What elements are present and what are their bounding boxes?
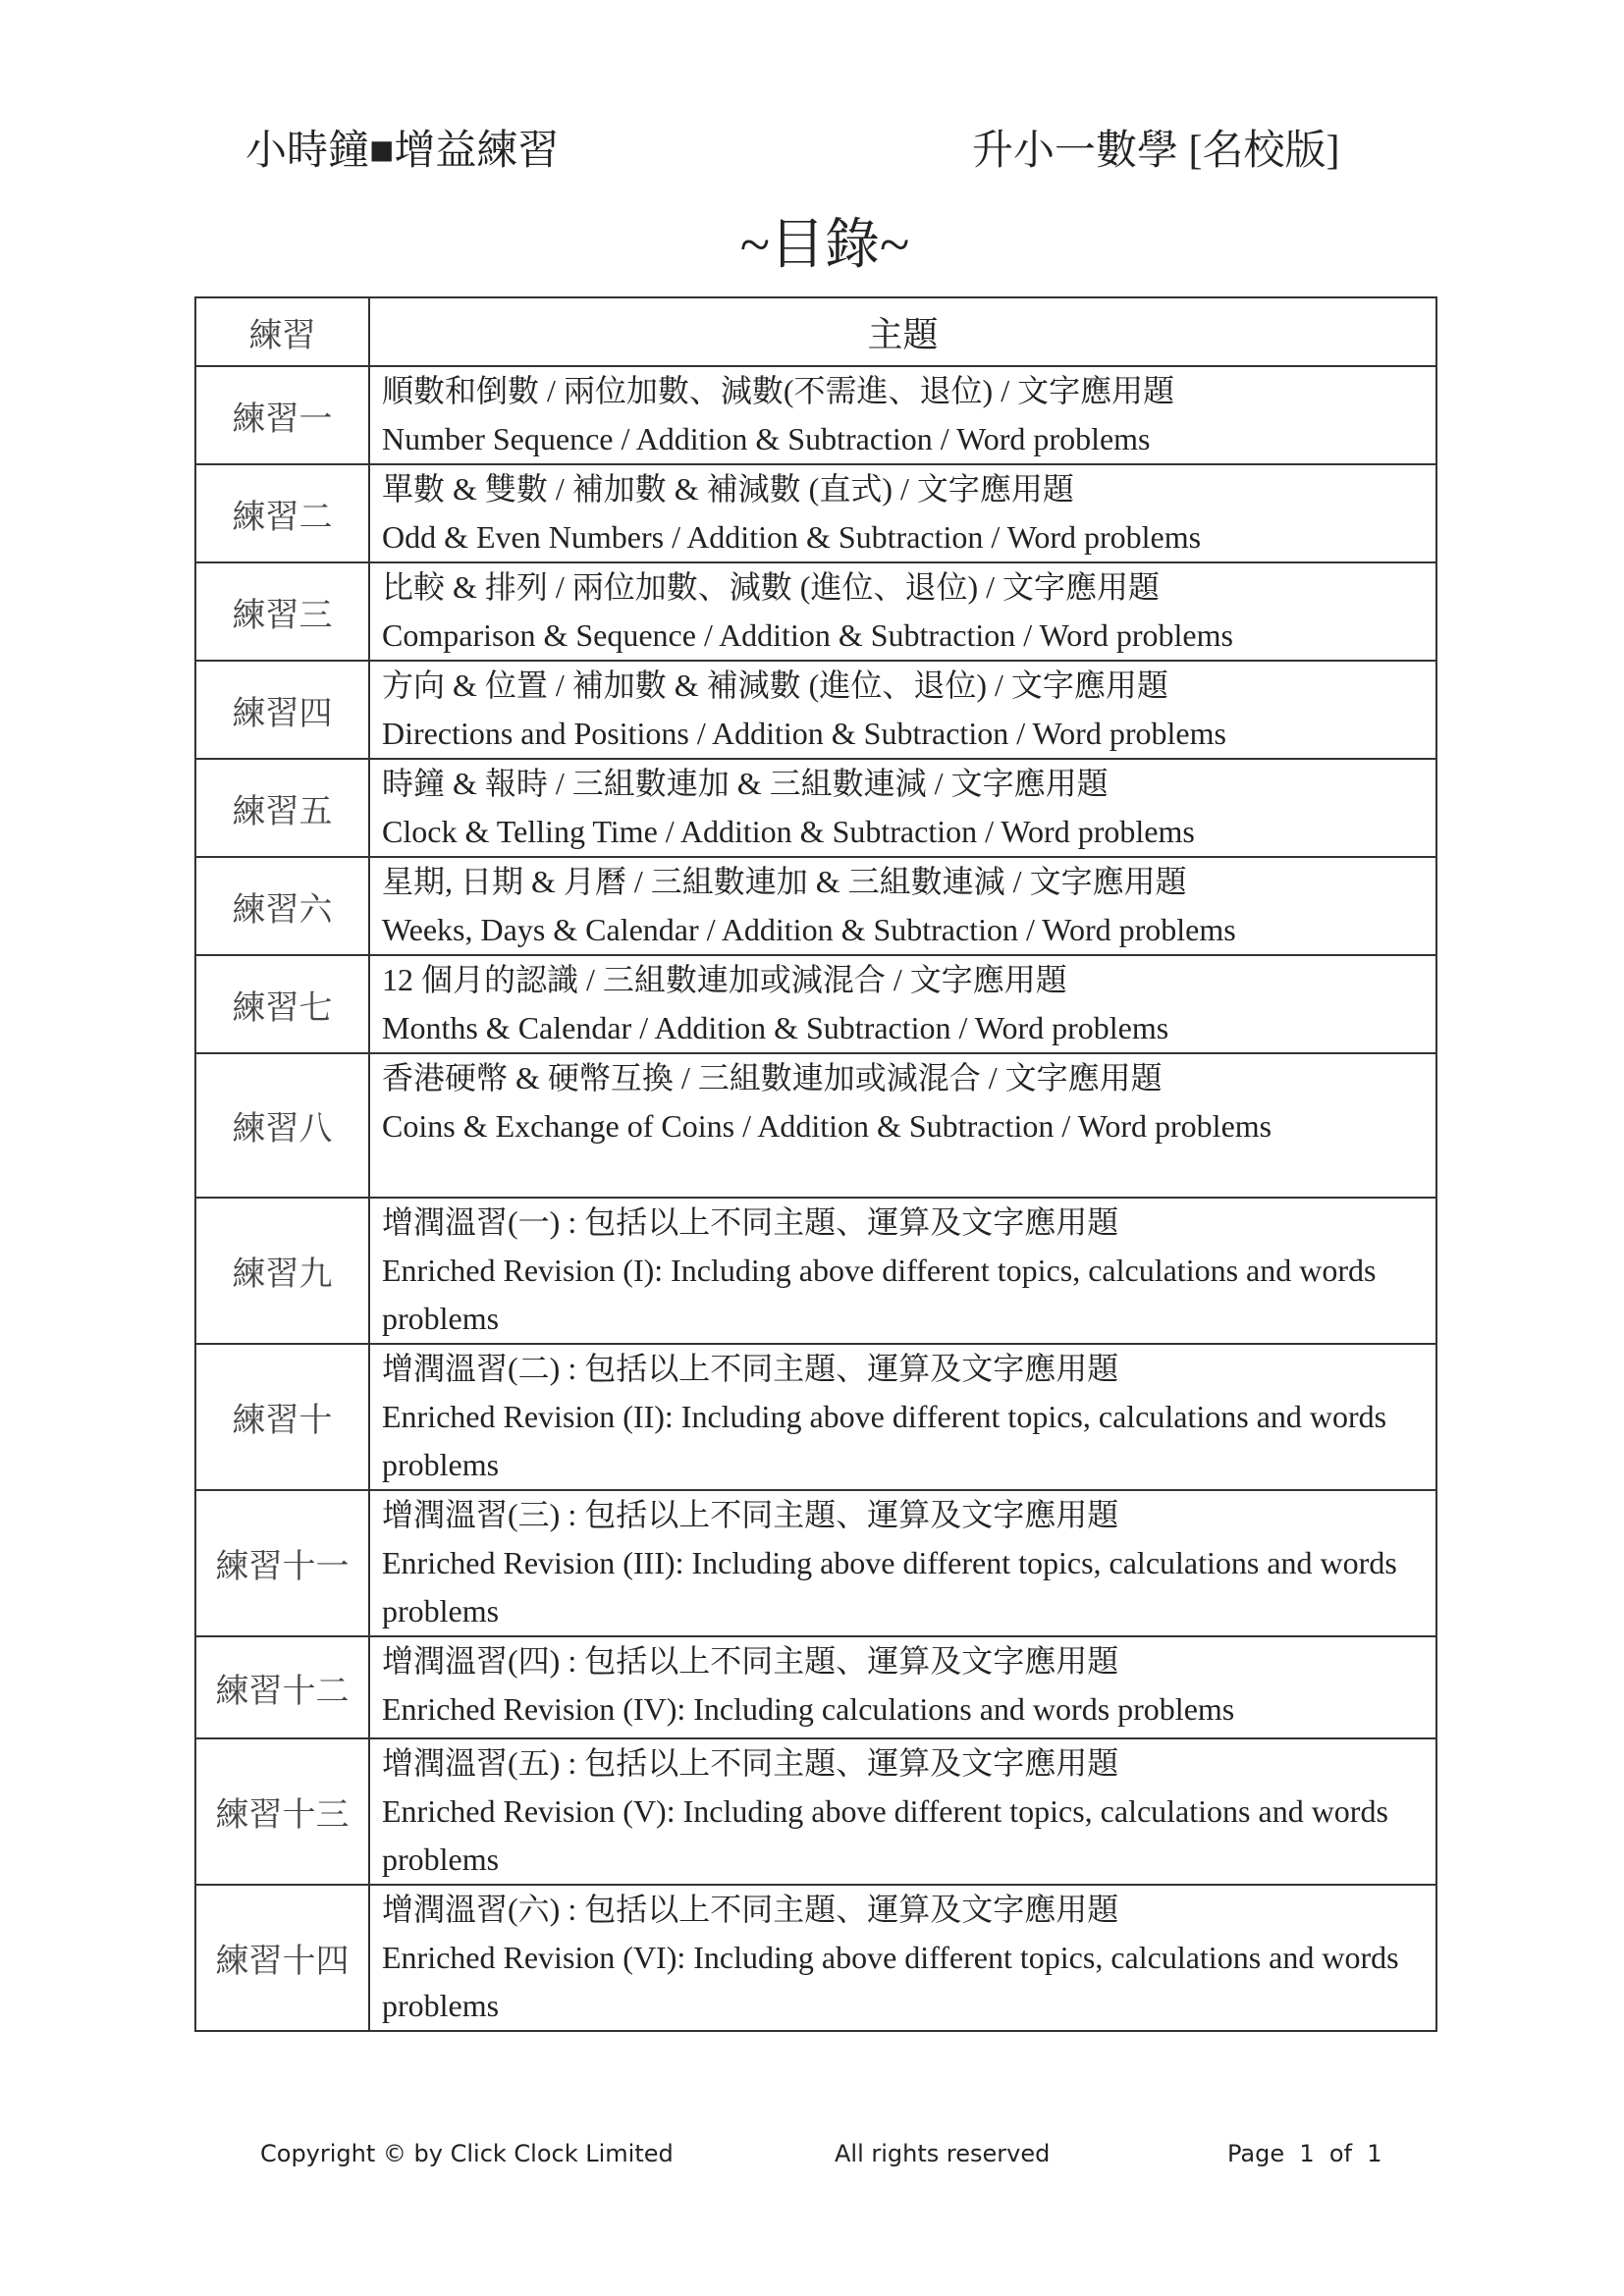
book-grade-title: 升小一數學 [名校版] (972, 129, 1340, 174)
topic-cell (369, 1344, 1436, 1490)
topic-english: Weeks, Days & Calendar / Addition & Subtraction / Word problems (382, 912, 1236, 947)
topic-cell (369, 857, 1436, 955)
topic-chinese: 增潤溫習(三) : 包括以上不同主題、運算及文字應用題 (382, 1497, 1119, 1532)
topic-english: Coins & Exchange of Coins / Addition & Subtraction / Word problems (382, 1108, 1272, 1144)
topic-english: Comparison & Sequence / Addition & Subtraction / Word problems (382, 617, 1233, 653)
topic-chinese: 順數和倒數 / 兩位加數、減數(不需進、退位) / 文字應用題 (382, 373, 1175, 408)
topic-cell (369, 1636, 1436, 1738)
topic-chinese: 香港硬幣 & 硬幣互換 / 三組數連加或減混合 / 文字應用題 (382, 1060, 1163, 1095)
topic-cell (369, 1490, 1436, 1636)
rights-text: All rights reserved (835, 2140, 1051, 2167)
exercise-name: 練習十一 (195, 1490, 369, 1636)
topic-english: Enriched Revision (V): Including above different topics, calculations and words problems (382, 1793, 1388, 1877)
exercise-name: 練習十三 (195, 1738, 369, 1885)
topic-english: Clock & Telling Time / Addition & Subtraction / Word problems (382, 814, 1195, 849)
page-footer (0, 2140, 1624, 2199)
topic-cell (369, 661, 1436, 759)
topic-chinese: 方向 & 位置 / 補加數 & 補減數 (進位、退位) / 文字應用題 (382, 667, 1168, 703)
table-row (195, 464, 1436, 562)
topic-english: Number Sequence / Addition & Subtraction / Word problems (382, 421, 1151, 456)
exercise-name: 練習五 (195, 759, 369, 857)
exercise-name: 練習八 (195, 1053, 369, 1198)
topic-chinese: 增潤溫習(一) : 包括以上不同主題、運算及文字應用題 (382, 1204, 1119, 1240)
table-row (195, 1636, 1436, 1738)
topic-cell (369, 1053, 1436, 1198)
table-row (195, 562, 1436, 661)
page-header (0, 0, 1624, 211)
exercise-name: 練習七 (195, 955, 369, 1053)
topic-chinese: 增潤溫習(五) : 包括以上不同主題、運算及文字應用題 (382, 1745, 1119, 1781)
exercise-name: 練習六 (195, 857, 369, 955)
topic-cell (369, 1885, 1436, 2031)
table-row (195, 1344, 1436, 1490)
topic-english: Enriched Revision (VI): Including above different topics, calculations and words problems (382, 1940, 1399, 2023)
topic-cell (369, 1738, 1436, 1885)
topic-chinese: 星期, 日期 & 月曆 / 三組數連加 & 三組數連減 / 文字應用題 (382, 864, 1187, 899)
table-row (195, 1885, 1436, 2031)
table-row (195, 759, 1436, 857)
exercise-name: 練習二 (195, 464, 369, 562)
contents-table (194, 296, 1437, 2032)
topic-english: Enriched Revision (II): Including above different topics, calculations and words problems (382, 1399, 1387, 1482)
topic-chinese: 12 個月的認識 / 三組數連加或減混合 / 文字應用題 (382, 962, 1067, 997)
exercise-name: 練習一 (195, 366, 369, 464)
table-row (195, 1490, 1436, 1636)
column-header-exercise: 練習 (195, 297, 369, 366)
exercise-name: 練習十四 (195, 1885, 369, 2031)
topic-english: Odd & Even Numbers / Addition & Subtraction / Word problems (382, 519, 1202, 555)
topic-chinese: 比較 & 排列 / 兩位加數、減數 (進位、退位) / 文字應用題 (382, 569, 1160, 605)
topic-cell (369, 955, 1436, 1053)
table-row (195, 1738, 1436, 1885)
table-row (195, 1198, 1436, 1344)
topic-chinese: 時鐘 & 報時 / 三組數連加 & 三組數連減 / 文字應用題 (382, 766, 1109, 801)
exercise-name: 練習十二 (195, 1636, 369, 1738)
topic-english: Enriched Revision (IV): Including calculations and words problems (382, 1691, 1235, 1727)
topic-chinese: 單數 & 雙數 / 補加數 & 補減數 (直式) / 文字應用題 (382, 471, 1074, 507)
book-series-title: 小時鐘■增益練習 (245, 129, 560, 174)
topic-english: Enriched Revision (III): Including above different topics, calculations and words problems (382, 1545, 1397, 1629)
topic-cell (369, 1198, 1436, 1344)
topic-chinese: 增潤溫習(二) : 包括以上不同主題、運算及文字應用題 (382, 1351, 1119, 1386)
topic-cell (369, 759, 1436, 857)
exercise-name: 練習三 (195, 562, 369, 661)
exercise-name: 練習四 (195, 661, 369, 759)
topic-cell (369, 366, 1436, 464)
table-row (195, 955, 1436, 1053)
topic-chinese: 增潤溫習(四) : 包括以上不同主題、運算及文字應用題 (382, 1643, 1119, 1679)
exercise-name: 練習九 (195, 1198, 369, 1344)
topic-english: Months & Calendar / Addition & Subtraction / Word problems (382, 1010, 1169, 1045)
table-row (195, 857, 1436, 955)
exercise-name: 練習十 (195, 1344, 369, 1490)
table-row (195, 1053, 1436, 1198)
table-row (195, 661, 1436, 759)
topic-cell (369, 562, 1436, 661)
topic-english: Directions and Positions / Addition & Subtraction / Word problems (382, 716, 1226, 751)
topic-english: Enriched Revision (I): Including above different topics, calculations and words problems (382, 1253, 1377, 1336)
table-row (195, 366, 1436, 464)
topic-cell (369, 464, 1436, 562)
table-header-row (195, 297, 1436, 366)
page-number: Page 1 of 1 (1227, 2140, 1382, 2167)
page-title: ~目錄~ (739, 215, 910, 276)
copyright-text: Copyright © by Click Clock Limited (260, 2140, 674, 2167)
column-header-topic: 主題 (369, 297, 1436, 366)
topic-chinese: 增潤溫習(六) : 包括以上不同主題、運算及文字應用題 (382, 1892, 1119, 1927)
